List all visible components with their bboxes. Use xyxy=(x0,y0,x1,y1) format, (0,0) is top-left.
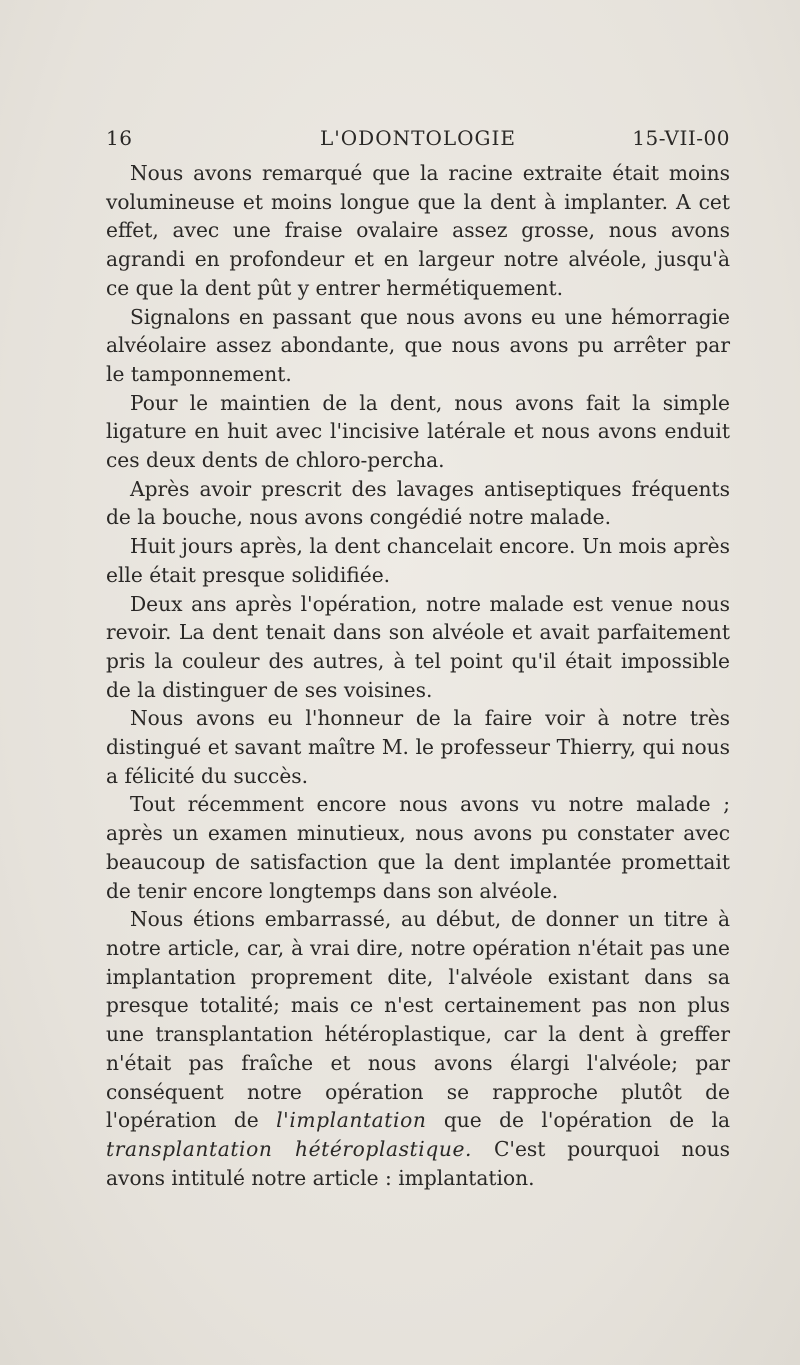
paragraph: Après avoir prescrit des lavages antiseptiques fréquents de la bouche, nous avons congédié notre malade. xyxy=(106,476,730,530)
article-body xyxy=(106,159,730,1192)
paragraph: Deux ans après l'opération, notre malade est venue nous revoir. La dent tenait dans son alvéole et avait parfaitement pris la couleur des autres, à tel point qu'il était impossible de la distinguer de ses voisines. xyxy=(106,591,730,702)
final-paragraph-text-2: que de l'opération de la xyxy=(443,1108,730,1133)
paragraph: Nous avons remarqué que la racine extraite était moins volumineuse et moins longue que la dent à implanter. A cet effet, avec une fraise ovalaire assez grosse, nous avons agrandi en profondeur et en largeur notre alvéole, jusqu'à ce que la dent pût y entrer hermétiquement. xyxy=(106,161,730,300)
paragraph: Pour le maintien de la dent, nous avons fait la simple ligature en huit avec l'incisive latérale et nous avons enduit ces deux dents de chloro-percha. xyxy=(106,390,730,473)
paragraph: Tout récemment encore nous avons vu notre malade ; après un examen minutieux, nous avons pu constater avec beaucoup de satisfaction que la dent implantée promettait de tenir encore longtemps dans son alvéole. xyxy=(106,792,730,903)
italic-term-implantation: l'implantation xyxy=(276,1108,427,1133)
journal-title: L'ODONTOLOGIE xyxy=(320,126,516,150)
paragraph: Signalons en passant que nous avons eu une hémorragie alvéolaire assez abondante, que nous avons pu arrêter par le tamponnement. xyxy=(106,304,730,386)
italic-term-transplantation: transplantation hétéroplastique. xyxy=(106,1136,473,1161)
final-paragraph-text-1: Nous étions embarrassé, au début, de donner un titre à notre article, car, à vrai dire, notre opération n'était pas une implantation proprement dite, l'alvéole existant dans sa presque totalité; mais ce n'est certainement pas non plus une transplantation hétéroplastique, car la dent à greffer n'était pas fraîche et nous avons élargi l'alvéole; par conséquent notre opération se rapproche plutôt de l'opération de xyxy=(106,907,730,1133)
running-header xyxy=(106,126,730,156)
issue-date: 15-VII-00 xyxy=(632,126,730,150)
paragraph: Nous avons eu l'honneur de la faire voir à notre très distingué et savant maître M. le professeur Thierry, qui nous a félicité du succès. xyxy=(106,706,730,788)
final-paragraph-text-3: C'est pourquoi nous avons intitulé notre article : implantation. xyxy=(106,1136,731,1190)
final-paragraph xyxy=(106,905,730,1192)
page-number: 16 xyxy=(106,126,133,150)
paragraph: Huit jours après, la dent chancelait encore. Un mois après elle était presque solidifiée. xyxy=(106,534,730,587)
